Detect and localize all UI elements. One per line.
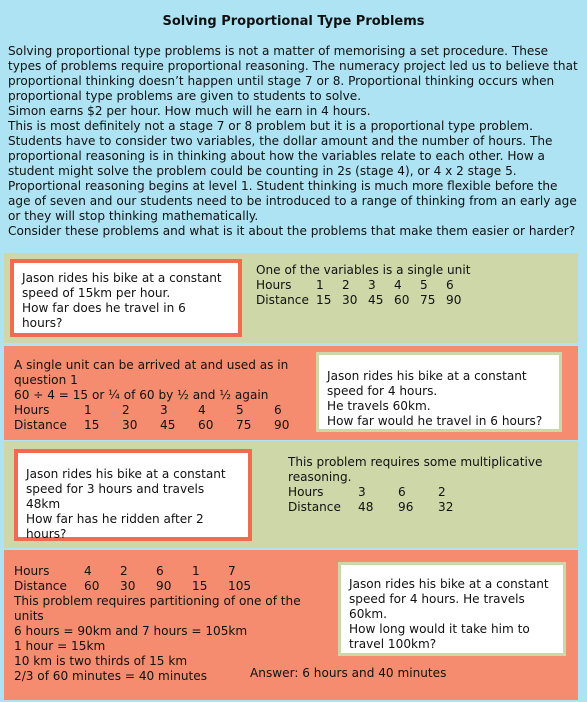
card-line: How far does he travel in 6 hours? <box>22 301 186 330</box>
problem-panel-2 <box>4 346 578 440</box>
cell: 96 <box>398 500 414 514</box>
cell: 30 <box>122 418 138 432</box>
hours-row <box>256 278 472 293</box>
row-label: Hours <box>288 485 324 499</box>
card-line: Jason rides his bike at a constant <box>349 577 549 591</box>
cell: 75 <box>420 293 436 307</box>
problem-card <box>10 259 242 337</box>
card-line: Jason rides his bike at a constant <box>26 467 226 481</box>
row-label: Hours <box>14 564 50 578</box>
row-label: Hours <box>256 278 292 292</box>
hours-row <box>14 403 312 418</box>
card-line: 48km <box>26 497 61 511</box>
explanation-line: 60 ÷ 4 = 15 or ¼ of 60 by ½ and ½ again <box>14 388 269 402</box>
cell: 3 <box>368 278 376 292</box>
explanation-line: This problem requires some multiplicative <box>288 455 543 469</box>
cell: 7 <box>228 564 236 578</box>
cell: 3 <box>160 403 168 417</box>
intro-paragraph: This is most definitely not a stage 7 or 8 problem but it is a proportional type problem. Students have to consider two variables, the dollar amount and the number of hours. The proportional reasoning is in thinking about how the variables relate to each other. How a student might solve the problem could be counting in 2s (stage 4), or 4 x 2 stage 5. Proportional reasoning begins at level 1. Student thinking is much more flexible before the age of seven and our students need to be introduced to a range of thinking from an early age or they will stop thinking mathematically. <box>8 119 577 223</box>
cell: 4 <box>394 278 402 292</box>
explanation-line: units <box>14 609 44 623</box>
card-line: How long would it take him to <box>349 622 530 636</box>
cell: 6 <box>274 403 282 417</box>
distance-row <box>14 418 312 433</box>
cell: 15 <box>84 418 100 432</box>
intro-paragraph: Solving proportional type problems is not a matter of memorising a set procedure. These types of problems require proportional reasoning. The numeracy project led us to believe that proportional thinking doesn’t happen until stage 7 or 8. Proportional thinking occurs when proportional type problems are given to students to solve. <box>8 44 578 103</box>
problem-card <box>14 449 252 541</box>
intro-example: Simon earns $2 per hour. How much will he earn in 4 hours. <box>8 104 371 118</box>
cell: 2 <box>342 278 350 292</box>
cell: 15 <box>316 293 332 307</box>
cell: 6 <box>446 278 454 292</box>
cell: 90 <box>446 293 462 307</box>
card-line: 60km. <box>349 607 388 621</box>
explanation-line: A single unit can be arrived at and used as in <box>14 358 289 372</box>
ratio-table <box>256 278 472 308</box>
intro-question: Consider these problems and what is it about the problems that make them easier or harder? <box>8 224 576 238</box>
row-label: Hours <box>14 403 50 417</box>
cell: 6 <box>398 485 406 499</box>
cell: 90 <box>156 579 172 593</box>
row-label: Distance <box>14 418 67 432</box>
card-line: speed of 15km per hour. <box>22 286 171 300</box>
explanation <box>256 263 472 308</box>
hours-row <box>288 485 478 500</box>
card-line: speed for 4 hours. <box>327 384 438 398</box>
cell: 45 <box>160 418 176 432</box>
problem-panel-1 <box>4 253 578 343</box>
cell: 2 <box>438 485 446 499</box>
explanation-line: One of the variables is a single unit <box>256 263 471 277</box>
row-label: Distance <box>256 293 309 307</box>
cell: 4 <box>198 403 206 417</box>
cell: 1 <box>192 564 200 578</box>
explanation-line: reasoning. <box>288 470 352 484</box>
distance-row <box>256 293 472 308</box>
ratio-table <box>14 564 264 594</box>
hours-row <box>14 564 264 579</box>
cell: 15 <box>192 579 208 593</box>
explanation-line: question 1 <box>14 373 78 387</box>
cell: 6 <box>156 564 164 578</box>
cell: 4 <box>84 564 92 578</box>
explanation-line: 1 hour = 15km <box>14 639 106 653</box>
card-line: Jason rides his bike at a constant <box>22 271 222 285</box>
cell: 32 <box>438 500 454 514</box>
cell: 30 <box>342 293 358 307</box>
intro-text <box>8 44 580 239</box>
page-title: Solving Proportional Type Problems <box>162 14 425 29</box>
ratio-table <box>288 485 478 515</box>
cell: 5 <box>420 278 428 292</box>
problem-card <box>316 352 562 432</box>
card-line: travel 100km? <box>349 637 437 651</box>
cell: 45 <box>368 293 384 307</box>
answer-text: Answer: 6 hours and 40 minutes <box>250 666 447 680</box>
cell: 60 <box>394 293 410 307</box>
cell: 3 <box>358 485 366 499</box>
cell: 60 <box>198 418 214 432</box>
problem-panel-3 <box>4 441 578 548</box>
cell: 1 <box>316 278 324 292</box>
ratio-table <box>14 403 312 433</box>
card-line: Jason rides his bike at a constant <box>327 369 527 383</box>
explanation-line: This problem requires partitioning of one of the <box>14 594 301 608</box>
problem-panel-4 <box>4 550 578 700</box>
card-line: How far has he ridden after 2 <box>26 512 204 526</box>
cell: 105 <box>228 579 252 593</box>
cell: 30 <box>120 579 136 593</box>
distance-row <box>288 500 478 515</box>
cell: 60 <box>84 579 100 593</box>
explanation <box>14 358 314 433</box>
card-line: How far would he travel in 6 hours? <box>327 414 543 428</box>
card-line: speed for 3 hours and travels <box>26 482 205 496</box>
distance-row <box>14 579 264 594</box>
row-label: Distance <box>14 579 67 593</box>
explanation <box>288 455 542 515</box>
explanation-line: 10 km is two thirds of 15 km <box>14 654 188 668</box>
cell: 2 <box>122 403 130 417</box>
card-line: He travels 60km. <box>327 399 431 413</box>
cell: 2 <box>120 564 128 578</box>
problem-card <box>338 562 566 656</box>
explanation-line: 2/3 of 60 minutes = 40 minutes <box>14 669 208 683</box>
cell: 90 <box>274 418 290 432</box>
card-line: speed for 4 hours. He travels <box>349 592 525 606</box>
card-line: hours? <box>26 527 67 541</box>
explanation-line: 6 hours = 90km and 7 hours = 105km <box>14 624 248 638</box>
cell: 75 <box>236 418 252 432</box>
cell: 1 <box>84 403 92 417</box>
row-label: Distance <box>288 500 341 514</box>
cell: 5 <box>236 403 244 417</box>
cell: 48 <box>358 500 374 514</box>
